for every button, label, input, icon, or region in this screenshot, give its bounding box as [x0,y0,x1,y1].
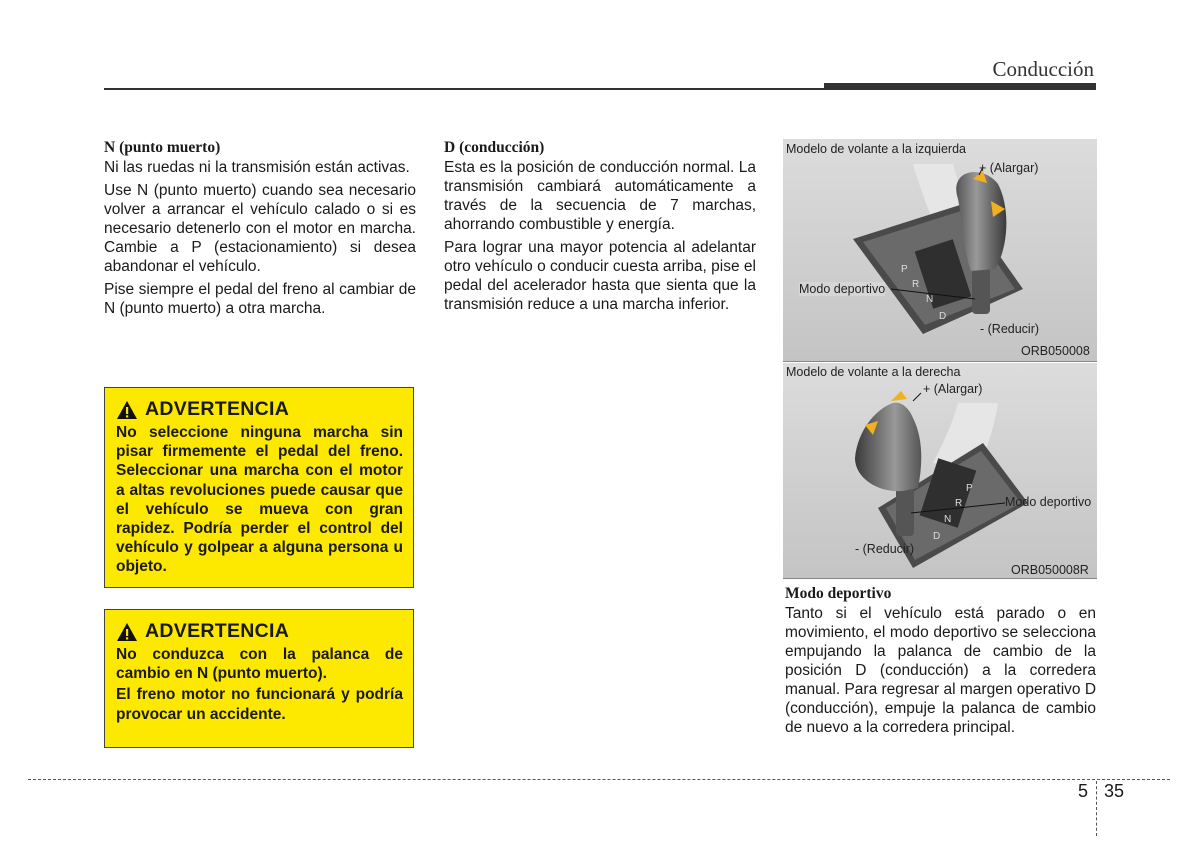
paragraph: Ni las ruedas ni la transmisión están activas. [104,159,410,176]
paragraph: Use N (punto muerto) cuando sea necesario volver a arrancar el vehículo calado o si es necesario detenerlo con el motor en marcha. Cambie a P (estacionamiento) si desea abandonar el vehículo. [104,182,416,275]
gate-r: R [912,279,920,290]
gate-p: P [966,483,973,494]
shifter-illustration [783,139,1097,361]
label-plus: + (Alargar) [979,161,1039,175]
paragraph: Esta es la posición de conducción normal. La transmisión cambiará automáticamente a través de la secuencia de 7 marchas, ahorrando combustible y energía. [444,159,756,233]
heading-neutral: N (punto muerto) [104,139,221,156]
paragraph: Pise siempre el pedal del freno al cambiar de N (punto muerto) a otra marcha. [104,281,416,317]
label-plus: + (Alargar) [923,382,983,396]
warning-icon [116,622,138,642]
column-drive [444,138,756,318]
paragraph: Para lograr una mayor potencia al adelantar otro vehículo o conducir cuesta arriba, pise el pedal del acelerador hasta que sienta que la transmisión reduce a una marcha inferior. [444,239,756,313]
warning-title: ADVERTENCIA [145,398,290,420]
footer-divider [1096,781,1097,836]
heading-drive: D (conducción) [444,139,545,156]
column-sport-mode [785,584,1096,741]
label-sport-mode: Modo deportivo [1005,495,1092,509]
label-minus: - (Reducir) [855,542,915,556]
section-title: Conducción [992,57,1094,81]
footer-rule [28,779,1170,780]
figure-rhd-shifter [783,363,1097,579]
figure-code: ORB050008R [1011,563,1089,577]
warning-box [104,387,414,588]
warning-title: ADVERTENCIA [145,620,290,642]
label-sport-mode: Modo deportivo [799,282,886,296]
paragraph: Tanto si el vehículo está parado o en movimiento, el modo deportivo se selecciona empujando la palanca de cambio de la posición D (conducción) a la corredera manual. Para regresar al margen operativo D (conducción), empuje la palanca de cambio de nuevo a la corredera principal. [785,605,1097,736]
figure-caption: Modelo de volante a la izquierda [786,142,966,156]
warning-text: El freno motor no funcionará y podría provocar un accidente. [116,686,403,723]
header-rule-accent [824,83,1096,90]
warning-icon [116,400,138,420]
gate-r: R [955,498,963,509]
label-minus: - (Reducir) [980,322,1040,336]
chapter-number: 5 [1078,781,1089,801]
gate-n: N [926,294,934,305]
gate-d: D [933,531,941,542]
warning-box [104,609,414,748]
warning-text: No seleccione ninguna marcha sin pisar firmemente el pedal del freno. Seleccionar una marcha con el motor a altas revoluciones puede causar que el vehículo se mueva con gran rapidez. Podría perder el control del vehículo y golpear a alguna persona u objeto. [116,424,403,576]
gate-d: D [939,311,947,322]
figure-code: ORB050008 [1021,344,1090,358]
figure-caption: Modelo de volante a la derecha [786,365,961,379]
heading-sport-mode: Modo deportivo [785,585,892,602]
gate-n: N [944,514,952,525]
page-number: 35 [1104,781,1125,801]
figure-lhd-shifter [783,139,1097,362]
column-neutral [104,138,416,322]
warning-text: No conduzca con la palanca de cambio en N (punto muerto). [116,646,403,683]
gate-p: P [901,264,908,275]
